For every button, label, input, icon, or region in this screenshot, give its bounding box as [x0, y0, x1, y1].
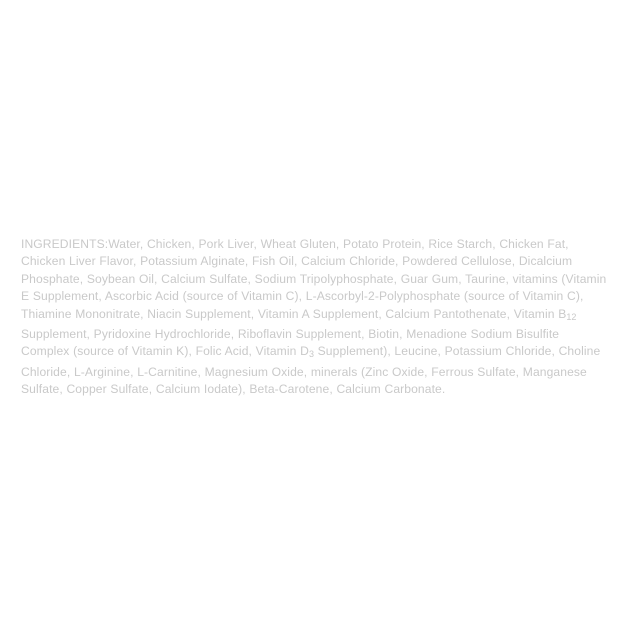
ingredients-text-part-3: Supplement), Leucine, Potassium Chloride, Choline Chloride, L-Arginine, L-Carnitine, Magnesium Oxide, minerals (Zinc Oxide, Ferrous Sulfate, Manganese Sulfate, Copper Sulfate, Calcium Iodate), Beta-Carotene, Calcium Carbonate.: [21, 344, 601, 397]
ingredients-panel: [21, 236, 611, 399]
vitamin-b12-subscript: 12: [566, 311, 577, 322]
vitamin-d3-subscript: 3: [308, 349, 314, 360]
ingredients-text-part-1: Water, Chicken, Pork Liver, Wheat Gluten, Potato Protein, Rice Starch, Chicken Fat, Chicken Liver Flavor, Potassium Alginate, Fish Oil, Calcium Chloride, Powdered Cellulose, Dicalcium Phosphate, Soybean Oil, Calcium Sulfate, Sodium Tripolyphosphate, Guar Gum, Taurine, vitamins (Vitamin E Supplement, Ascorbic Acid (source of Vitamin C), L-Ascorbyl-2-Polyphosphate (source of Vitamin C), Thiamine Mononitrate, Niacin Supplement, Vitamin A Supplement, Calcium Pantothenate, Vitamin B: [21, 237, 607, 321]
ingredients-label: INGREDIENTS:: [21, 237, 109, 251]
ingredients-text-part-2: Supplement, Pyridoxine Hydrochloride, Riboflavin Supplement, Biotin, Menadione Sodium Bisulfite Complex (source of Vitamin K), Folic Acid, Vitamin D: [21, 327, 560, 359]
